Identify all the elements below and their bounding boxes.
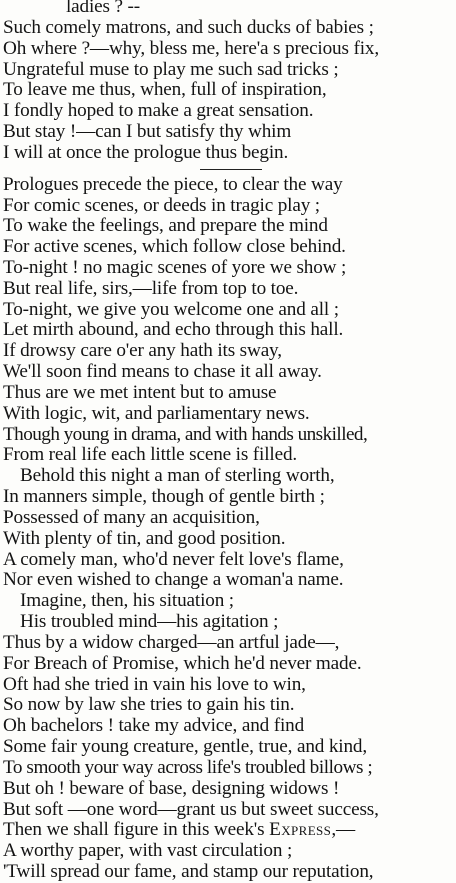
poem-line: With plenty of tin, and good position. [3, 527, 286, 549]
poem-line: Thus by a widow charged—an artful jade—, [3, 631, 340, 653]
poem-line: His troubled mind—his agitation ; [20, 611, 279, 632]
poem-line: Some fair young creature, gentle, true, and kind, [3, 736, 368, 757]
poem-line: Thus are we met intent but to amuse [3, 381, 277, 403]
poem-line-express [3, 820, 355, 841]
poem-line: Oh bachelors ! take my advice, and find [3, 715, 305, 737]
poem-line: We'll soon find means to chase it all away. [3, 361, 322, 383]
poem-line: Though young in drama, and with hands unskilled, [3, 423, 368, 445]
poem-line: So now by law she tries to gain his tin. [3, 694, 295, 716]
poem-line: ladies ? -- [66, 0, 140, 17]
poem-line: To leave me thus, when, full of inspiration, [3, 79, 327, 101]
poem-line: In manners simple, though of gentle birth ; [3, 486, 325, 508]
poem-line: But stay !—can I but satisfy thy whim [3, 121, 292, 142]
poem-line: If drowsy care o'er any hath its sway, [3, 340, 282, 362]
poem-line: But soft —one word—grant us but sweet success, [3, 798, 379, 820]
poem-line: Let mirth abound, and echo through this hall. [3, 319, 344, 341]
poem-line: Such comely matrons, and such ducks of babies ; [3, 16, 374, 38]
section-divider-rule [200, 169, 262, 170]
poem-line: Imagine, then, his situation ; [20, 590, 234, 612]
poem-line: But oh ! beware of base, designing widows ! [3, 777, 340, 799]
poem-line: Prologues precede the piece, to clear the way [3, 173, 343, 195]
poem-line: Possessed of many an acquisition, [3, 506, 260, 528]
poem-line: I fondly hoped to make a great sensation. [3, 100, 314, 122]
poem-line: A worthy paper, with vast circulation ; [3, 840, 293, 862]
express-tail: ,— [331, 819, 355, 841]
poem-line: 'Twill spread our fame, and stamp our reputation, [3, 861, 374, 882]
poem-line: Nor even wished to change a woman'a name. [3, 569, 344, 591]
poem-line: For comic scenes, or deeds in tragic play ; [3, 194, 320, 216]
poem-line: To wake the feelings, and prepare the mind [3, 215, 328, 237]
poem-line: Oft had she tried in vain his love to win, [3, 673, 306, 695]
poem-line: Behold this night a man of sterling worth, [20, 465, 335, 487]
poem-line: I will at once the prologue thus begin. [3, 141, 289, 163]
poem-line: To smooth your way across life's troubled billows ; [3, 756, 373, 778]
poem-line: For active scenes, which follow close behind. [3, 236, 346, 258]
poem-line: Oh where ?—why, bless me, here'a s precious fix, [3, 37, 379, 59]
express-word: Express [269, 819, 332, 841]
poem-line: To-night ! no magic scenes of yore we show ; [3, 257, 347, 278]
poem-line: But real life, sirs,—life from top to toe. [3, 277, 299, 299]
poem-line: For Breach of Promise, which he'd never made. [3, 652, 362, 674]
poem-line: To-night, we give you welcome one and all ; [3, 298, 339, 320]
poem-line: With logic, wit, and parliamentary news. [3, 402, 310, 424]
poem-line: Ungrateful muse to play me such sad tricks ; [3, 58, 339, 80]
poem-line: A comely man, who'd never felt love's flame, [3, 548, 344, 570]
poem-line-text: Then we shall figure in this week's [3, 819, 265, 841]
poem-line: From real life each little scene is filled. [3, 444, 298, 466]
